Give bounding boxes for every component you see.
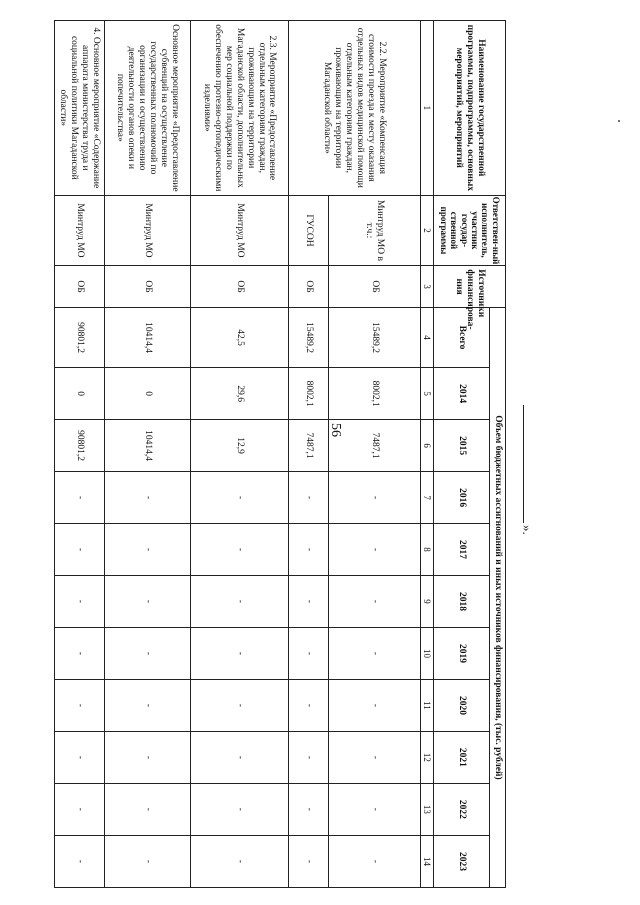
row-year-value: -: [54, 472, 104, 524]
row-name: Основное мероприятие «Предоставление субвенций на осуществление государственных полномочий по организации и осуществлению деятельности органов опеки и попечительства»: [104, 21, 190, 196]
table-row: [328, 21, 420, 888]
column-number: 13: [420, 783, 433, 835]
header-name: Наименование государственной программы, подпрограммы, основных мероприятий, мероприятий: [434, 21, 506, 196]
row-year-value: -: [104, 783, 190, 835]
row-year-value: -: [328, 679, 420, 731]
header-year: 2019: [434, 628, 490, 680]
column-number: 9: [420, 576, 433, 628]
budget-table: [54, 20, 506, 888]
rotated-table-wrapper: [58, 20, 506, 888]
row-year-value: -: [288, 628, 328, 680]
row-year-value: 90801,2: [54, 420, 104, 472]
row-executor: Минтруд МО: [104, 195, 190, 266]
header-year: 2014: [434, 368, 490, 420]
row-year-value: -: [190, 524, 288, 576]
row-year-value: -: [54, 783, 104, 835]
row-year-value: -: [288, 679, 328, 731]
column-number: 2: [420, 195, 433, 266]
header-year: 2017: [434, 524, 490, 576]
row-year-value: -: [328, 524, 420, 576]
row-year-value: -: [288, 576, 328, 628]
row-total: 15489,2: [328, 307, 420, 367]
row-year-value: -: [190, 783, 288, 835]
row-year-value: -: [54, 576, 104, 628]
row-year-value: -: [328, 783, 420, 835]
column-number: 12: [420, 731, 433, 783]
table-container: [58, 20, 506, 888]
row-source: ОБ: [288, 266, 328, 308]
row-year-value: -: [190, 679, 288, 731]
row-year-value: -: [104, 835, 190, 887]
row-executor: Минтруд МО: [190, 195, 288, 266]
row-year-value: -: [328, 472, 420, 524]
row-year-value: -: [288, 731, 328, 783]
row-year-value: -: [288, 835, 328, 887]
row-year-value: 7487,1: [328, 420, 420, 472]
column-number: 3: [420, 266, 433, 308]
row-year-value: -: [190, 835, 288, 887]
row-year-value: -: [190, 628, 288, 680]
row-executor: Минтруд МО в т.ч.:: [328, 195, 420, 266]
column-number: 10: [420, 628, 433, 680]
column-number: 5: [420, 368, 433, 420]
row-year-value: -: [104, 472, 190, 524]
row-year-value: -: [54, 679, 104, 731]
row-year-value: -: [328, 576, 420, 628]
header-year: 2022: [434, 783, 490, 835]
header-year: 2016: [434, 472, 490, 524]
row-year-value: -: [54, 628, 104, 680]
header-year: 2023: [434, 835, 490, 887]
row-year-value: 29,6: [190, 368, 288, 420]
row-year-value: -: [104, 731, 190, 783]
header-year: 2018: [434, 576, 490, 628]
header-year: 2015: [434, 420, 490, 472]
column-number: 4: [420, 307, 433, 367]
header-source: Источники финансирова-ния: [434, 266, 506, 308]
row-name: 2.2. Мероприятие «Компенсация стоимости проезда к месту оказания отдельных видов медицинской помощи отдельным категориям граждан, проживающим на территории Магаданской области»: [288, 21, 420, 196]
row-total: 15489,2: [288, 307, 328, 367]
row-source: ОБ: [190, 266, 288, 308]
row-year-value: 12,9: [190, 420, 288, 472]
closing-line: [523, 405, 524, 523]
row-year-value: 0: [54, 368, 104, 420]
row-total: 42,5: [190, 307, 288, 367]
header-total: Всего: [434, 307, 490, 367]
row-year-value: -: [328, 835, 420, 887]
column-number: 11: [420, 679, 433, 731]
row-source: ОБ: [54, 266, 104, 308]
row-year-value: 8002,1: [328, 368, 420, 420]
page-number: 56: [328, 423, 343, 437]
closing-text: ».: [520, 525, 535, 535]
row-year-value: -: [54, 524, 104, 576]
row-total: 90801,2: [54, 307, 104, 367]
column-number: 1: [420, 21, 433, 196]
row-year-value: -: [328, 628, 420, 680]
column-number: 6: [420, 420, 433, 472]
row-year-value: -: [190, 731, 288, 783]
row-year-value: 0: [104, 368, 190, 420]
header-year: 2020: [434, 679, 490, 731]
row-name: 4. Основное мероприятие «Содержание аппарата министерства труда и социальной политики Магаданской области»: [54, 21, 104, 196]
row-year-value: -: [104, 576, 190, 628]
table-row: [190, 21, 288, 888]
row-year-value: -: [190, 472, 288, 524]
header-year: 2021: [434, 731, 490, 783]
header-funding-group: Объем бюджетных ассигнований и иных источников финансирования, (тыс. рублей): [490, 307, 506, 887]
row-year-value: -: [104, 679, 190, 731]
row-year-value: -: [288, 783, 328, 835]
row-source: ОБ: [328, 266, 420, 308]
header-executor: Ответствен-ный исполнитель, участник государ-ственной программы: [434, 195, 506, 266]
row-name: 2.3. Мероприятие «Предоставление отдельным категориям граждан, проживающим на территории Магаданской области, дополнительных мер социальной поддержки по обеспечению протезно-ортопедическими изделиями»: [190, 21, 288, 196]
row-year-value: -: [288, 472, 328, 524]
row-year-value: -: [104, 524, 190, 576]
row-total: 10414,4: [104, 307, 190, 367]
column-number: 14: [420, 835, 433, 887]
column-number: 7: [420, 472, 433, 524]
margin-mark: [618, 120, 620, 122]
row-year-value: -: [328, 731, 420, 783]
row-executor: ГУСОН: [288, 195, 328, 266]
row-year-value: -: [54, 835, 104, 887]
table-row: [54, 21, 104, 888]
row-executor: Минтруд МО: [54, 195, 104, 266]
row-year-value: -: [288, 524, 328, 576]
row-year-value: -: [190, 576, 288, 628]
row-year-value: 10414,4: [104, 420, 190, 472]
row-year-value: -: [54, 731, 104, 783]
closing-quote: [519, 405, 535, 565]
table-row: [104, 21, 190, 888]
row-year-value: 7487,1: [288, 420, 328, 472]
row-year-value: -: [104, 628, 190, 680]
row-source: ОБ: [104, 266, 190, 308]
row-year-value: 8002,1: [288, 368, 328, 420]
column-number: 8: [420, 524, 433, 576]
